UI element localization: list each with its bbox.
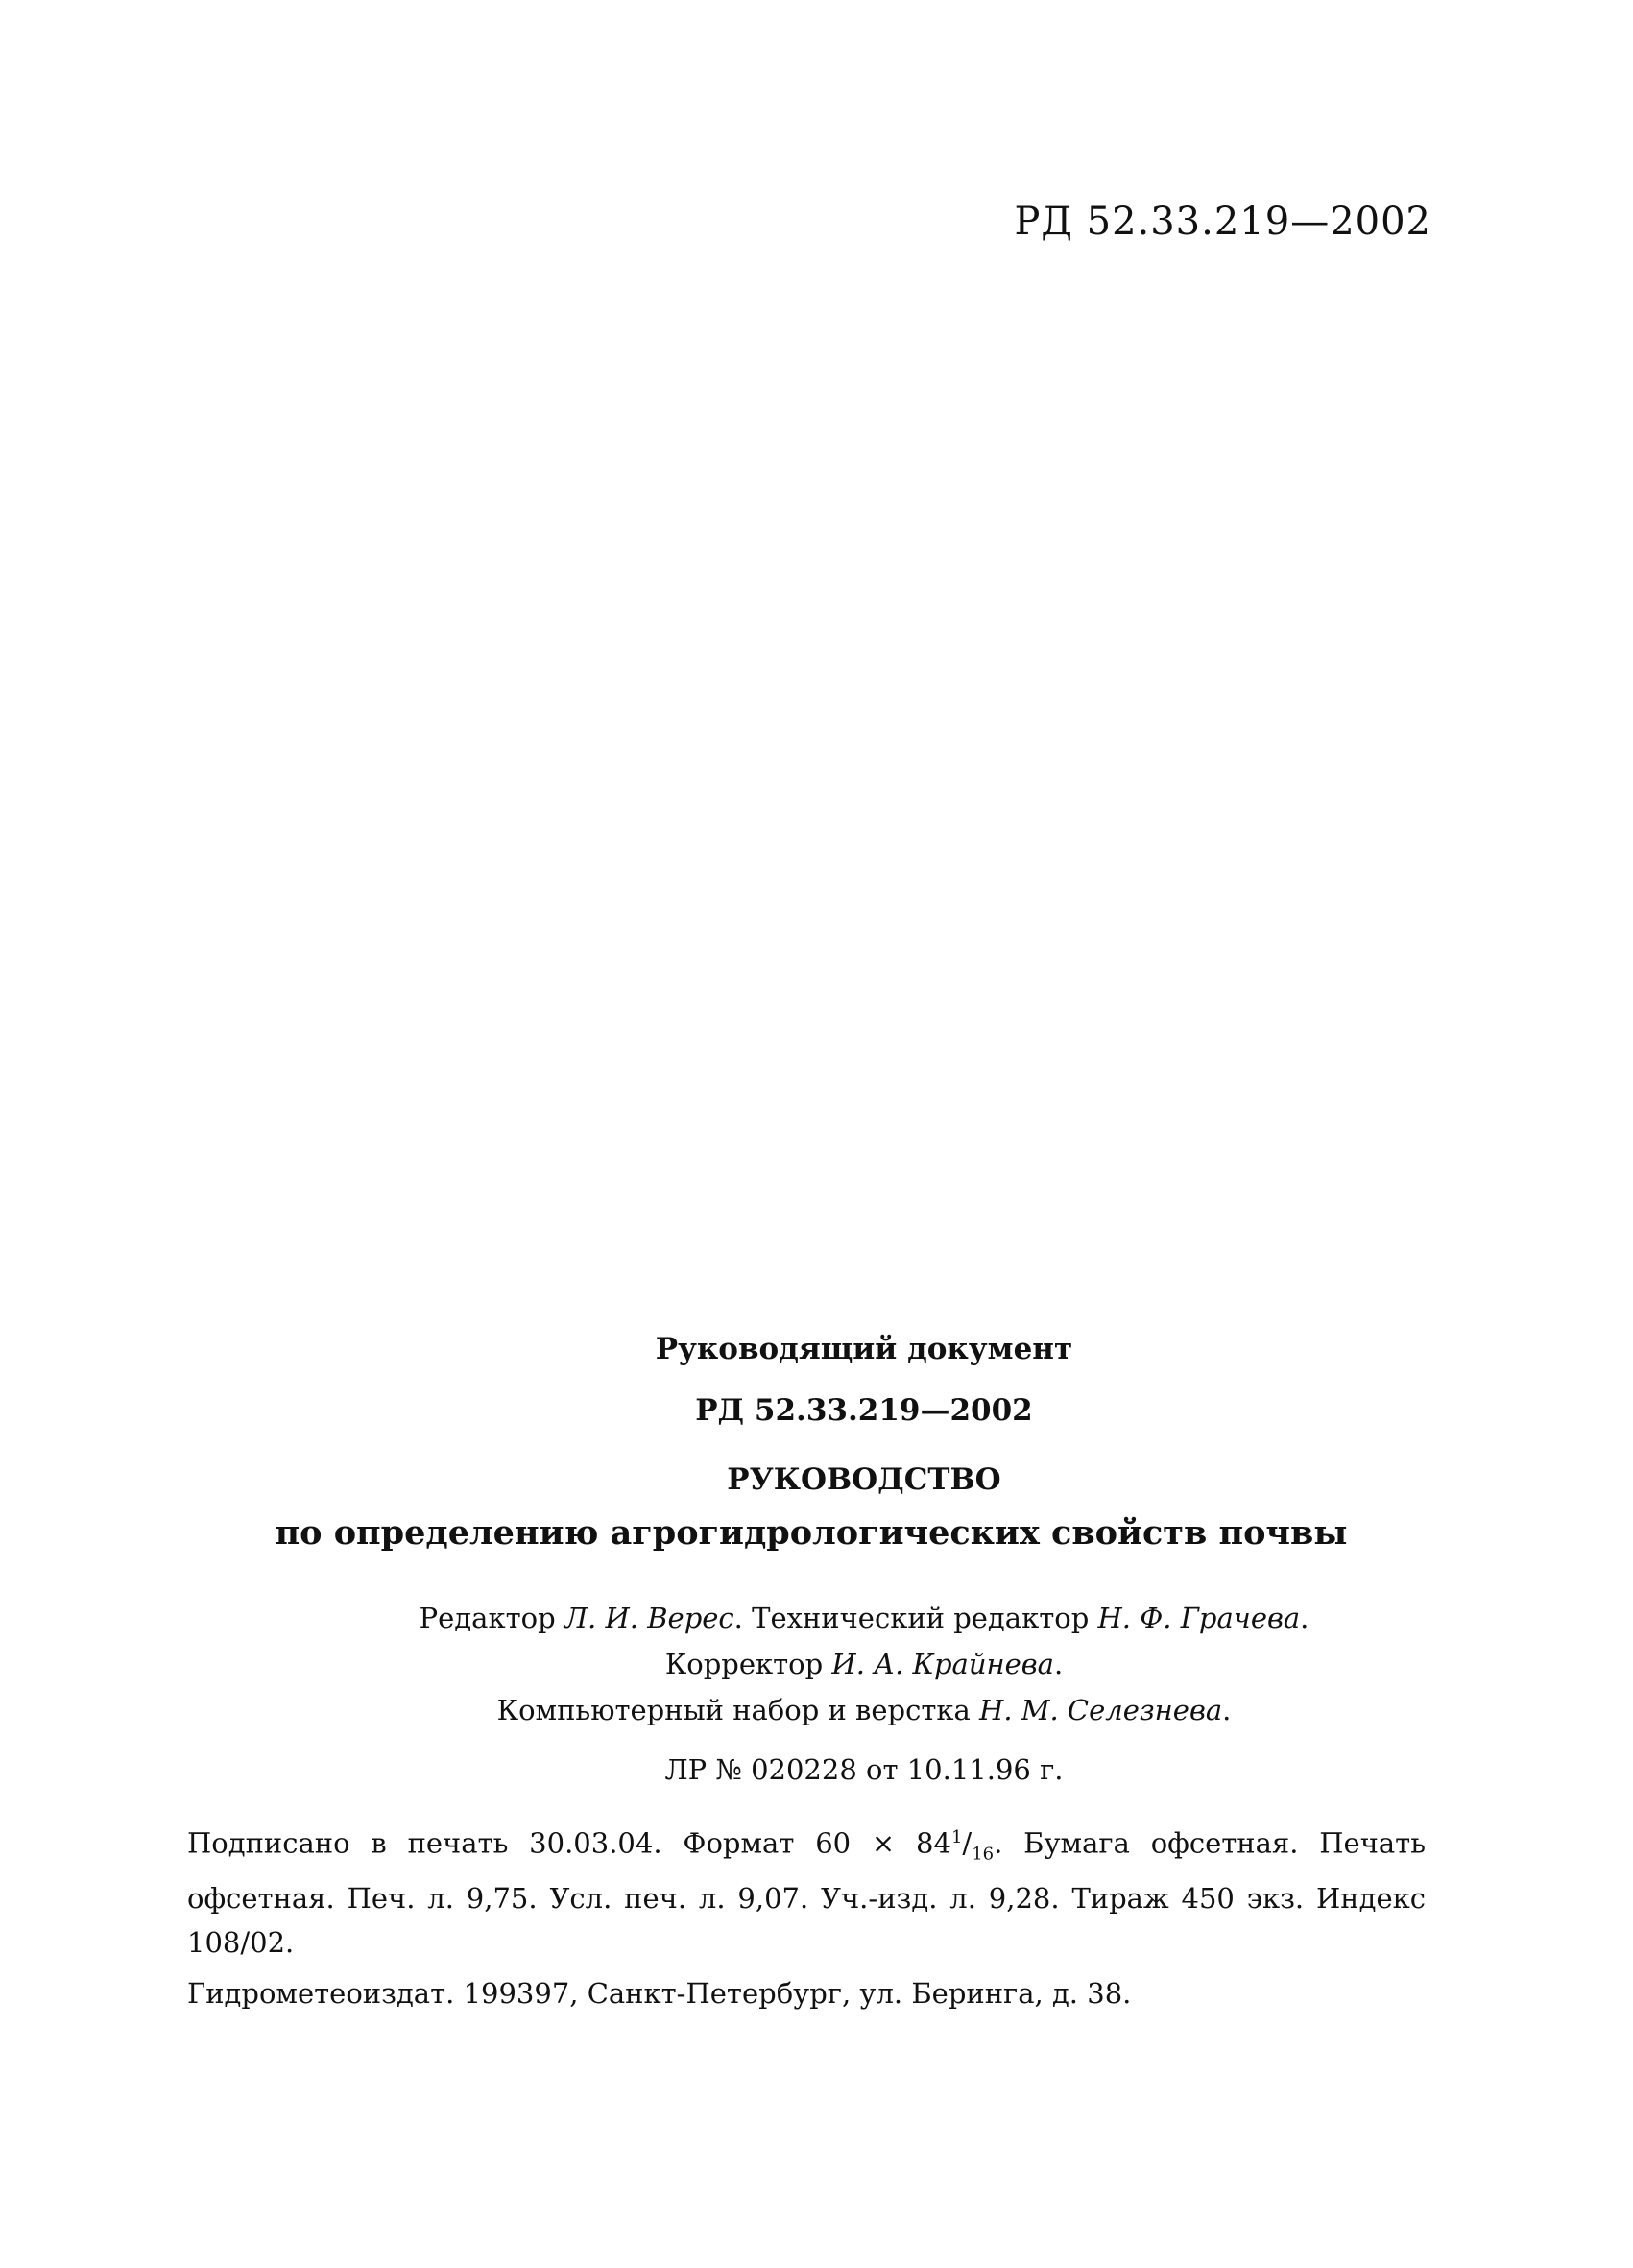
imprint-block [187, 1330, 1426, 2013]
format-fraction-denominator: 16 [972, 1844, 995, 1865]
publisher-address: Гидрометеоиздат. 199397, Санкт-Петербург, ул. Беринга, д. 38. [187, 1977, 1132, 2011]
line-end: . [1222, 1694, 1232, 1726]
header-document-code: РД 52.33.219—2002 [1014, 200, 1431, 244]
editor-label: Редактор [419, 1602, 564, 1634]
format-fraction-numerator: 1 [950, 1827, 963, 1847]
print-info-before-format: Подписано в печать 30.03.04. Формат 60 × 84 [187, 1826, 951, 1860]
print-info [187, 1816, 1426, 1965]
credits-line-typesetting [302, 1687, 1426, 1733]
document-code: РД 52.33.219—2002 [695, 1393, 1033, 1428]
credits-block [302, 1595, 1426, 1733]
document-title-upper: РУКОВОДСТВО [727, 1462, 1001, 1497]
typesetting-label: Компьютерный набор и верстка [496, 1694, 980, 1726]
license-number: ЛР № 020228 от 10.11.96 г. [664, 1753, 1064, 1786]
credits-line-editors [302, 1595, 1426, 1641]
line-end: . [1053, 1648, 1064, 1680]
proofreader-label: Корректор [664, 1648, 832, 1680]
editor-name: Л. И. Верес [564, 1602, 734, 1634]
line-end: . [1300, 1602, 1309, 1634]
tech-editor-name: Н. Ф. Грачева [1097, 1602, 1301, 1634]
credits-line-proofreader [302, 1641, 1426, 1687]
proofreader-name: И. А. Крайнева [831, 1648, 1054, 1680]
typesetting-name: Н. М. Селезнева [979, 1694, 1223, 1726]
tech-editor-label: . Технический редактор [733, 1602, 1098, 1634]
print-info-after-format: . Бумага офсетная. Печать офсетная. Печ. л. 9,75. Усл. печ. л. 9,07. Уч.-изд. л. 9,28. Тираж 450 экз. Индекс 108/02. [187, 1826, 1427, 1960]
document-type: Руководящий документ [655, 1332, 1073, 1366]
document-title: по определению агрогидрологических свойств почвы [275, 1513, 1348, 1553]
format-fraction-separator: / [962, 1826, 973, 1860]
